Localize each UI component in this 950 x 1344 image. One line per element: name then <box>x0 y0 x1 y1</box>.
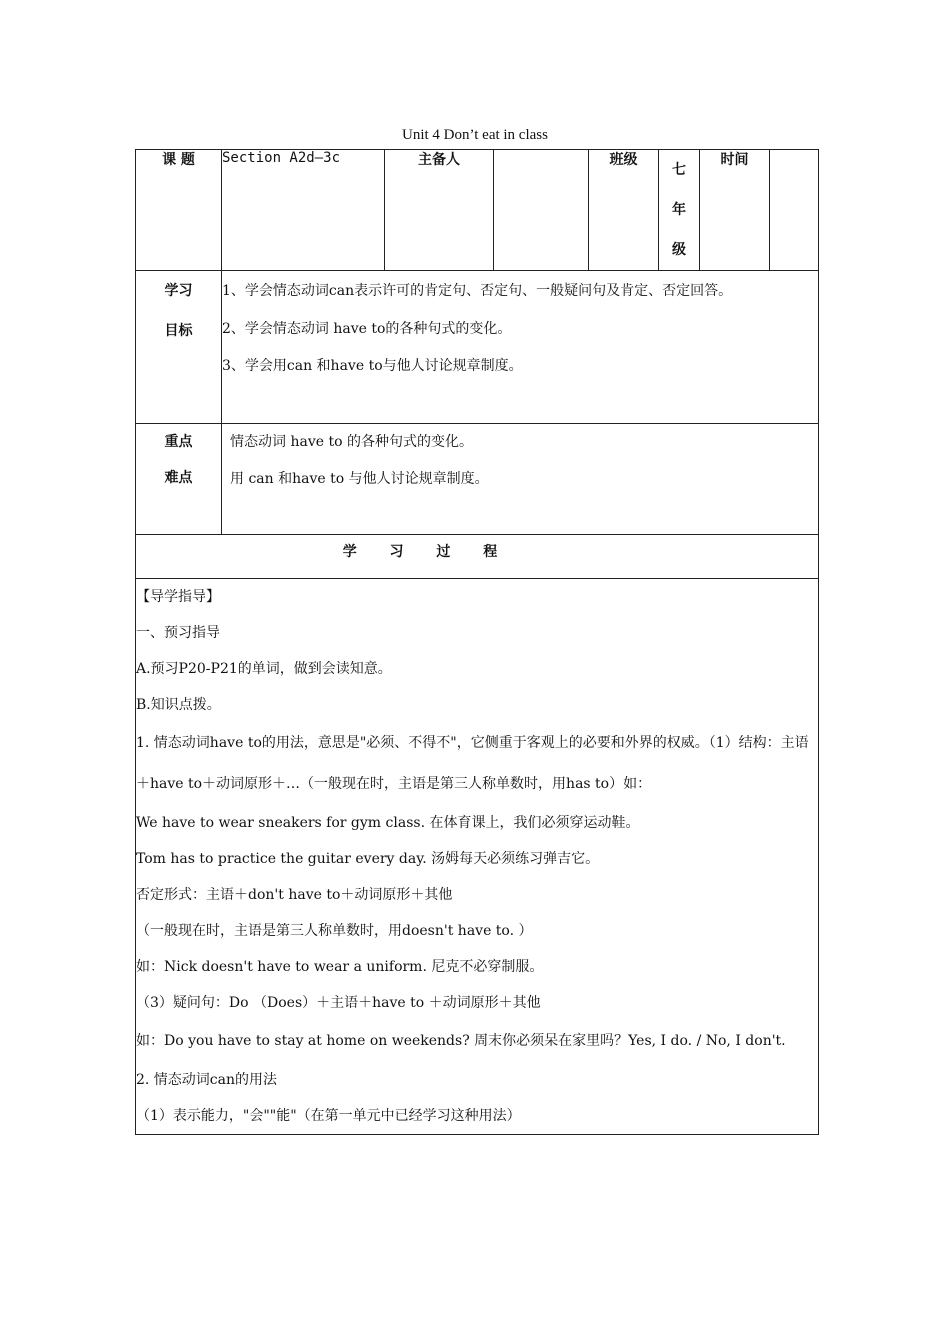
guide-line: （一般现在时，主语是第三人称单数时，用doesn't have to. ） <box>136 923 533 939</box>
class-label: 班级 <box>589 150 659 271</box>
guide-line: Tom has to practice the guitar every day. 汤姆每天必须练习弹吉它。 <box>136 851 600 867</box>
focus-row <box>136 424 819 535</box>
time-label: 时间 <box>700 150 770 271</box>
goals-content <box>222 271 819 424</box>
focus-item: 情态动词 have to 的各种句式的变化。 <box>230 434 473 450</box>
header-row <box>136 150 819 271</box>
document-title: Unit 4 Don’t eat in class <box>402 127 548 143</box>
process-title-text: 学 习 过 程 <box>342 544 512 560</box>
time-value <box>770 150 819 271</box>
goal-item: 3、学会用can 和have to与他人讨论规章制度。 <box>222 358 523 374</box>
guide-line: 【导学指导】 <box>136 589 220 605</box>
grade-char: 年 <box>672 202 686 218</box>
focus-label-line: 重点 <box>164 434 193 450</box>
focus-label-line: 难点 <box>164 470 193 486</box>
preparer-value <box>494 150 589 271</box>
process-row <box>136 535 819 579</box>
focus-item: 用 can 和have to 与他人讨论规章制度。 <box>230 471 489 487</box>
process-title <box>136 535 819 579</box>
goals-label-line: 目标 <box>164 323 193 339</box>
guide-line: 2. 情态动词can的用法 <box>136 1072 278 1088</box>
goal-item: 2、学会情态动词 have to的各种句式的变化。 <box>222 321 512 337</box>
goal-item: 1、学会情态动词can表示许可的肯定句、否定句、一般疑问句及肯定、否定回答。 <box>222 283 733 299</box>
guide-line: 1. 情态动词have to的用法，意思是"必须、不得不"，它侧重于客观上的必要和外界的权威。（1）结构：主语＋have to＋动词原形＋…（一般现在时，主语是第三人称单数时，用has to）如： <box>136 735 809 792</box>
preparer-label: 主备人 <box>385 150 494 271</box>
guide-line: 否定形式：主语＋don't have to＋动词原形＋其他 <box>136 887 453 903</box>
guide-line: We have to wear sneakers for gym class. 在体育课上，我们必须穿运动鞋。 <box>136 815 640 831</box>
guide-line: A.预习P20-P21的单词，做到会读知意。 <box>136 661 392 677</box>
guide-line: 如：Nick doesn't have to wear a uniform. 尼克不必穿制服。 <box>136 959 544 975</box>
grade-value <box>659 150 700 271</box>
guide-content <box>136 579 819 1135</box>
focus-content <box>222 424 819 535</box>
guide-line: B.知识点拨。 <box>136 697 221 713</box>
guide-line: 一、预习指导 <box>136 625 220 641</box>
guide-line: （3）疑问句：Do （Does）＋主语＋have to ＋动词原形＋其他 <box>136 995 541 1011</box>
lesson-plan-table <box>135 149 819 1135</box>
topic-label: 课 题 <box>136 150 222 271</box>
focus-label <box>136 424 222 535</box>
topic-value: Section A2d—3c <box>222 150 385 271</box>
goals-row <box>136 271 819 424</box>
guide-row <box>136 579 819 1135</box>
grade-char: 七 <box>672 162 686 178</box>
goals-label-line: 学习 <box>164 283 193 299</box>
guide-line: 如：Do you have to stay at home on weekends? 周末你必须呆在家里吗？Yes, I do. / No, I don't. <box>136 1033 786 1049</box>
guide-line: （1）表示能力，"会""能"（在第一单元中已经学习这种用法） <box>136 1108 521 1124</box>
grade-char: 级 <box>672 242 686 258</box>
goals-label <box>136 271 222 424</box>
